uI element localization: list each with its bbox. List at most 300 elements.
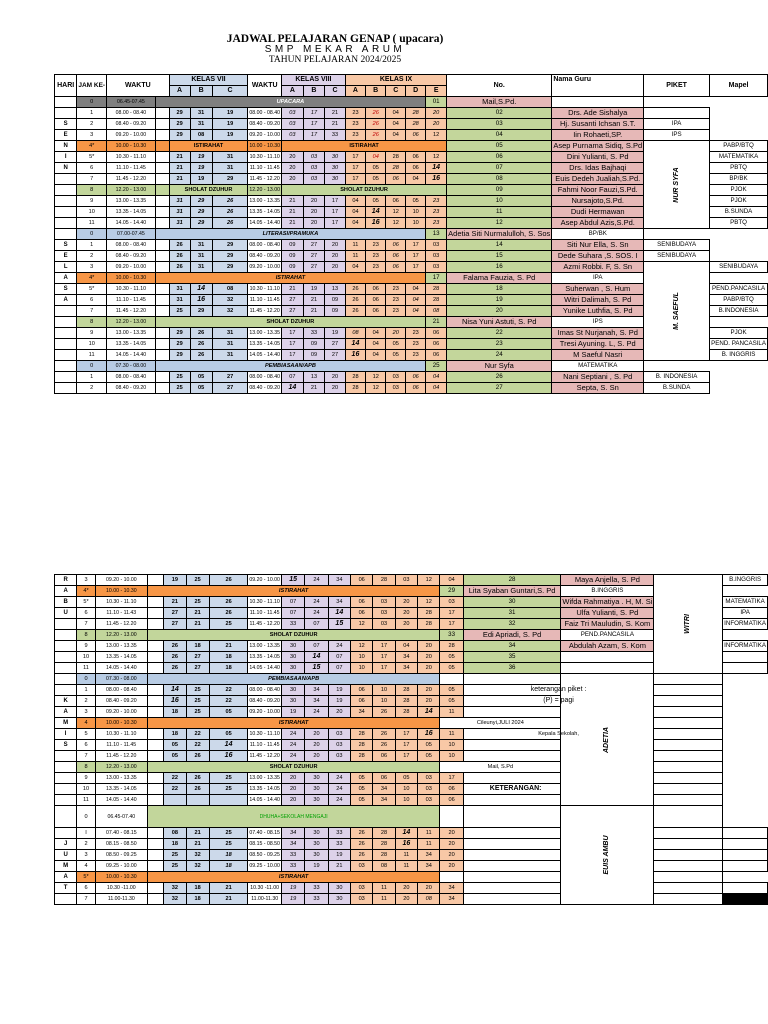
- class-7-c: 19: [212, 119, 248, 130]
- class-8-b: 30: [305, 828, 328, 839]
- subject: [723, 894, 768, 905]
- class-8-b: 24: [305, 707, 328, 718]
- day-letter: [55, 229, 77, 240]
- subject: B.INGGRIS: [723, 575, 768, 586]
- class-9-e: 17: [440, 773, 463, 784]
- class-9-c: 04: [395, 641, 417, 652]
- class-8-b: 03: [303, 174, 324, 185]
- time-2: 08.00 - 08.40: [248, 685, 282, 696]
- time: 12.20 - 13.00: [107, 317, 156, 328]
- time: 08.00 - 08.40: [107, 240, 156, 251]
- header-nama: Nama Guru: [552, 75, 644, 97]
- class-8-a: 21: [281, 218, 303, 229]
- day-letter: [55, 630, 77, 641]
- subject: BP/BK: [552, 229, 644, 240]
- schedule-row: [55, 119, 768, 130]
- class-9-e: 17: [440, 608, 463, 619]
- period-number: 11: [77, 663, 96, 674]
- class-9-b: 23: [366, 262, 386, 273]
- time-2: 09.20 - 10.00: [248, 262, 282, 273]
- class-9-a: 26: [351, 839, 373, 850]
- period-spacer: [147, 652, 163, 663]
- class-7-c: 05: [209, 729, 248, 740]
- time: 13.00 - 13.35: [107, 328, 156, 339]
- teacher-number: 03: [447, 119, 552, 130]
- teacher-number: 02: [447, 108, 552, 119]
- time: 14.05 - 14.40: [95, 795, 147, 806]
- class-7-a: 18: [164, 729, 186, 740]
- teacher-name: Nani Septiani , S. Pd: [552, 372, 644, 383]
- day-letter: R: [55, 575, 77, 586]
- class-7-c: 31: [212, 339, 248, 350]
- class-8-b: 24: [305, 575, 328, 586]
- class-9-b: 34: [373, 784, 395, 795]
- class-8-b: 33: [305, 894, 328, 905]
- period-number: 5*: [77, 152, 107, 163]
- class-7-a: 29: [169, 328, 190, 339]
- class-8-b: 27: [303, 262, 324, 273]
- period-spacer: [147, 773, 163, 784]
- teacher-number: 25: [426, 361, 447, 372]
- time: 08.40 - 09.20: [107, 251, 156, 262]
- class-8-a: 27: [281, 295, 303, 306]
- teacher-name: Maya Anjella, S. Pd: [561, 575, 654, 586]
- time: 07.40 - 08.15: [95, 828, 147, 839]
- subject: SENIBUDAYA: [644, 240, 710, 251]
- class-8-a: 07: [281, 372, 303, 383]
- day-letter: S: [55, 119, 77, 130]
- period-spacer: [155, 306, 169, 317]
- class-8-a: 09: [281, 251, 303, 262]
- class-8-b: 30: [305, 795, 328, 806]
- note-empty: [654, 883, 723, 894]
- class-7-a: 18: [164, 839, 186, 850]
- day-letter: S: [55, 740, 77, 751]
- teacher-number: 35: [463, 652, 561, 663]
- time-2: 08.15 - 08.50: [248, 839, 282, 850]
- class-9-e: 20: [440, 850, 463, 861]
- break-label-7: SHOLAT DZUHUR: [169, 185, 248, 196]
- class-7-a: 29: [169, 339, 190, 350]
- class-9-e: 20: [440, 828, 463, 839]
- class-9-b: 23: [366, 251, 386, 262]
- academic-year: TAHUN PELAJARAN 2024/2025: [268, 55, 402, 65]
- day-letter: [55, 641, 77, 652]
- time-2: 08.00 - 08.40: [248, 372, 282, 383]
- break-label-7: ISTIRAHAT: [169, 141, 248, 152]
- class-9-c: 04: [386, 130, 406, 141]
- class-8-b: 17: [303, 130, 324, 141]
- class-9-b: 26: [366, 108, 386, 119]
- header-9-B: B: [366, 86, 386, 97]
- class-9-e: 23: [426, 218, 447, 229]
- class-7-a: 19: [164, 575, 186, 586]
- teacher-name: Siti Nur Ella, S. Sn: [552, 240, 644, 251]
- class-9-e: 12: [426, 130, 447, 141]
- day-letter: [55, 196, 77, 207]
- class-8-b: 33: [303, 328, 324, 339]
- class-7-b: 14: [190, 284, 212, 295]
- class-9-d: 11: [418, 828, 440, 839]
- schedule-row: [55, 108, 768, 119]
- teacher-name: M Saeful Nasri: [552, 350, 644, 361]
- class-7-a: 26: [169, 240, 190, 251]
- break-label: SHOLAT DZUHUR: [147, 630, 440, 641]
- class-7-a: 31: [169, 207, 190, 218]
- class-7-c: 26: [209, 575, 248, 586]
- class-8-c: 33: [328, 828, 350, 839]
- class-7-a: 21: [169, 174, 190, 185]
- period-spacer: [147, 619, 163, 630]
- class-9-d: 03: [418, 773, 440, 784]
- day-letter: E: [55, 130, 77, 141]
- class-8-c: 24: [328, 641, 350, 652]
- class-7-a: 26: [164, 663, 186, 674]
- class-8-b: 21: [303, 306, 324, 317]
- time-2: 12.20 - 13.00: [248, 185, 282, 196]
- note-empty: [654, 839, 723, 850]
- class-7-b: 26: [190, 328, 212, 339]
- class-7-a: 14: [164, 685, 186, 696]
- class-9-b: 26: [366, 130, 386, 141]
- header-waktu-2: WAKTU: [248, 75, 282, 97]
- class-7-b: 26: [186, 773, 209, 784]
- schedule-row: [55, 828, 768, 839]
- teacher-name: Drs. Ade Sishalya: [552, 108, 644, 119]
- class-7-c: 19: [212, 130, 248, 141]
- class-9-b: 28: [373, 839, 395, 850]
- period-number: 4*: [77, 586, 96, 597]
- schedule-row: [55, 674, 768, 685]
- note-empty: [654, 861, 723, 872]
- period-number: 8: [77, 185, 107, 196]
- class-8-a: 30: [281, 685, 304, 696]
- class-8-a: 34: [281, 839, 304, 850]
- class-9-c: 28: [395, 707, 417, 718]
- teacher-number: 08: [447, 174, 552, 185]
- period-spacer: [155, 339, 169, 350]
- class-9-e: 05: [440, 696, 463, 707]
- subject: [654, 674, 723, 685]
- period-number: 10: [77, 339, 107, 350]
- day-letter: [55, 328, 77, 339]
- class-7-a: 31: [169, 196, 190, 207]
- day-letter: I: [55, 729, 77, 740]
- period-spacer: [147, 784, 163, 795]
- day-letter: I: [55, 152, 77, 163]
- day-letter: [55, 674, 77, 685]
- subject: MATEMATIKA: [710, 152, 768, 163]
- class-9-d: 05: [418, 740, 440, 751]
- class-9-b: 08: [373, 861, 395, 872]
- class-8-a: 07: [281, 608, 304, 619]
- note-empty: [440, 872, 463, 883]
- schedule-row: [55, 729, 768, 740]
- class-9-e: 11: [440, 707, 463, 718]
- time: 13.35 - 14.05: [95, 652, 147, 663]
- class-8-b: 24: [305, 597, 328, 608]
- class-7-a: 32: [164, 883, 186, 894]
- class-9-b: 03: [373, 597, 395, 608]
- class-9-c: 28: [386, 152, 406, 163]
- class-8-b: 30: [305, 850, 328, 861]
- teacher-number: 10: [447, 196, 552, 207]
- day-letter: [55, 894, 77, 905]
- subject: [723, 652, 768, 663]
- class-8-b: 13: [303, 372, 324, 383]
- subject: [654, 685, 723, 696]
- class-9-b: 26: [373, 707, 395, 718]
- schedule-row: [55, 696, 768, 707]
- time: 09.20 - 10.00: [107, 262, 156, 273]
- day-letter: [55, 174, 77, 185]
- period-spacer: [155, 174, 169, 185]
- class-9-c: 20: [395, 597, 417, 608]
- teacher-name: Septa, S. Sn: [552, 383, 644, 394]
- teacher-name: Edi Apriadi, S. Pd: [463, 630, 561, 641]
- class-9-d: 03: [418, 784, 440, 795]
- class-9-c: 03: [386, 372, 406, 383]
- teacher-number: 12: [447, 218, 552, 229]
- subject: [723, 883, 768, 894]
- period-spacer: [147, 861, 163, 872]
- class-9-b: 14: [366, 207, 386, 218]
- class-8-b: 03: [303, 152, 324, 163]
- teacher-number: 26: [447, 372, 552, 383]
- class-8-b: 30: [305, 784, 328, 795]
- teacher-number: 36: [463, 663, 561, 674]
- period-spacer: [155, 218, 169, 229]
- class-9-e: 06: [440, 784, 463, 795]
- schedule-row: [55, 130, 768, 141]
- teacher-name: [463, 674, 561, 685]
- class-9-a: 10: [351, 663, 373, 674]
- teacher-number: 23: [447, 339, 552, 350]
- class-8-a: 20: [281, 784, 304, 795]
- period-spacer: [155, 262, 169, 273]
- day-letter: S: [55, 240, 77, 251]
- note-empty: [463, 872, 561, 883]
- class-9-d: 04: [406, 174, 426, 185]
- class-7-a: 25: [169, 306, 190, 317]
- class-8-a: 17: [281, 350, 303, 361]
- schedule-row: [55, 872, 768, 883]
- class-7-a: 25: [169, 383, 190, 394]
- period-spacer: [155, 163, 169, 174]
- class-9-a: 05: [351, 795, 373, 806]
- class-7-a: 21: [164, 597, 186, 608]
- time: 08.40 - 09.20: [107, 119, 156, 130]
- class-9-c: 20: [395, 619, 417, 630]
- time: 13.00 - 13.35: [95, 641, 147, 652]
- teacher-number: 21: [426, 317, 447, 328]
- class-7-a: 29: [169, 130, 190, 141]
- time: 08.40 - 09.20: [107, 383, 156, 394]
- class-9-e: 06: [440, 795, 463, 806]
- time-2: 13.00 - 13.35: [248, 196, 282, 207]
- class-8-a: 09: [281, 262, 303, 273]
- class-8-b: 07: [305, 641, 328, 652]
- time-2: 13.00 - 13.35: [248, 328, 282, 339]
- period-number: 1: [77, 372, 107, 383]
- class-8-a: 21: [281, 207, 303, 218]
- period-spacer: [147, 850, 163, 861]
- time-2: 08.40 - 09.20: [248, 251, 282, 262]
- time-2: 11.45 - 12.20: [248, 174, 282, 185]
- class-9-c: 03: [386, 383, 406, 394]
- class-9-a: 12: [351, 641, 373, 652]
- class-9-a: 34: [351, 707, 373, 718]
- class-7-c: 08: [212, 284, 248, 295]
- class-7-c: 16: [209, 751, 248, 762]
- subject: PABP/BTQ: [710, 141, 768, 152]
- class-8-c: 17: [325, 207, 346, 218]
- day-letter: [55, 185, 77, 196]
- time: 13.35 - 14.05: [107, 207, 156, 218]
- period-spacer: [147, 894, 163, 905]
- period-spacer: [147, 751, 163, 762]
- time-2: 13.35 - 14.05: [248, 207, 282, 218]
- period-spacer: [155, 240, 169, 251]
- class-9-a: 17: [345, 174, 365, 185]
- time-2: 11.10 - 11.45: [248, 163, 282, 174]
- class-7-a: 32: [164, 894, 186, 905]
- time-2: 14.05 - 14.40: [248, 350, 282, 361]
- class-9-e: 34: [440, 894, 463, 905]
- period-spacer: [155, 119, 169, 130]
- note-text: (P) = pagi: [463, 696, 654, 707]
- class-9-d: 23: [406, 350, 426, 361]
- class-9-c: 23: [386, 284, 406, 295]
- class-8-c: 13: [325, 284, 346, 295]
- class-9-e: 05: [440, 685, 463, 696]
- day-letter: U: [55, 850, 77, 861]
- class-7-b: 21: [186, 828, 209, 839]
- class-9-a: 28: [345, 372, 365, 383]
- period-number: 2: [77, 839, 96, 850]
- period-number: 3: [77, 130, 107, 141]
- note-empty: [463, 839, 561, 850]
- subject: PJOK: [710, 185, 768, 196]
- day-letter: M: [55, 718, 77, 729]
- time: 08.00 - 08.40: [95, 685, 147, 696]
- time: 13.35 - 14.05: [95, 784, 147, 795]
- class-7-b: 21: [186, 619, 209, 630]
- subject: IPA: [644, 119, 710, 130]
- time: 11.10 - 11.45: [107, 295, 156, 306]
- teacher-name: Dede Suhara ,S. SOS. I: [552, 251, 644, 262]
- teacher-number: 15: [447, 251, 552, 262]
- time-2: 11.45 - 12.20: [248, 619, 282, 630]
- subject: [654, 751, 723, 762]
- piket-name: WITRI: [684, 614, 692, 634]
- class-8-a: 24: [281, 729, 304, 740]
- class-7-b: 25: [186, 685, 209, 696]
- header-kelas-7: KELAS VII: [169, 75, 248, 86]
- subject: [723, 861, 768, 872]
- teacher-name: Adetia Siti Nurmalulloh, S. Sos: [448, 229, 551, 238]
- class-7-c: 22: [209, 685, 248, 696]
- class-9-d: 23: [406, 328, 426, 339]
- subject: [644, 108, 710, 119]
- day-letter: [55, 773, 77, 784]
- teacher-number: 17: [426, 273, 447, 284]
- class-9-a: 06: [351, 608, 373, 619]
- class-8-c: 34: [328, 597, 350, 608]
- subject: IPS: [644, 130, 710, 141]
- day-letter: A: [55, 707, 77, 718]
- time: 10.30 - 11.10: [95, 597, 147, 608]
- class-7-b: 26: [186, 751, 209, 762]
- class-9-c: 12: [386, 207, 406, 218]
- teacher-name: Iin Rohaeti,SP.: [552, 130, 644, 141]
- class-8-c: 34: [328, 575, 350, 586]
- class-9-c: 10: [395, 784, 417, 795]
- class-8-c: 30: [328, 894, 350, 905]
- time-2: 14.05 - 14.40: [248, 218, 282, 229]
- class-9-a: 05: [351, 773, 373, 784]
- class-9-b: 04: [366, 350, 386, 361]
- note-empty: [654, 850, 723, 861]
- class-7-c: 18: [209, 663, 248, 674]
- schedule-row: [55, 784, 768, 795]
- class-9-c: 11: [395, 861, 417, 872]
- class-9-c: 03: [395, 575, 417, 586]
- class-9-d: 05: [418, 751, 440, 762]
- class-9-c: 23: [386, 295, 406, 306]
- teacher-name: Dudi Hermawan: [552, 207, 644, 218]
- header-9-A: A: [345, 86, 365, 97]
- class-9-a: 28: [345, 383, 365, 394]
- class-8-c: 24: [328, 773, 350, 784]
- class-9-e: 04: [440, 575, 463, 586]
- period-number: 7: [77, 174, 107, 185]
- class-9-e: 06: [426, 339, 447, 350]
- period-number: 8: [77, 762, 96, 773]
- period-spacer: [147, 707, 163, 718]
- class-9-d: 34: [418, 850, 440, 861]
- class-8-a: 14: [281, 383, 303, 394]
- day-letter: A: [55, 273, 77, 284]
- class-9-a: 06: [351, 597, 373, 608]
- day-letter: A: [55, 586, 77, 597]
- class-9-a: 28: [351, 729, 373, 740]
- class-8-b: 30: [305, 839, 328, 850]
- teacher-number: [440, 674, 463, 685]
- class-7-a: 26: [164, 652, 186, 663]
- class-7-b: 19: [190, 174, 212, 185]
- class-7-b: 25: [186, 707, 209, 718]
- class-7-b: 26: [186, 784, 209, 795]
- class-9-e: 20: [440, 861, 463, 872]
- time: 12.20 - 13.00: [95, 630, 147, 641]
- class-9-a: 03: [351, 894, 373, 905]
- class-8-b: 09: [303, 350, 324, 361]
- subject: [654, 718, 723, 729]
- schedule-row: [55, 707, 768, 718]
- teacher-number: 20: [447, 306, 552, 317]
- class-9-a: 03: [351, 883, 373, 894]
- time-2: 13.35 - 14.05: [248, 339, 282, 350]
- schedule-row: [55, 718, 768, 729]
- class-7-c: 31: [212, 163, 248, 174]
- class-7-b: 31: [190, 251, 212, 262]
- class-9-b: 28: [373, 828, 395, 839]
- period-spacer: [155, 251, 169, 262]
- period-number: 0: [77, 97, 107, 108]
- class-7-c: 21: [209, 883, 248, 894]
- time-2: 14.05 - 14.40: [248, 663, 282, 674]
